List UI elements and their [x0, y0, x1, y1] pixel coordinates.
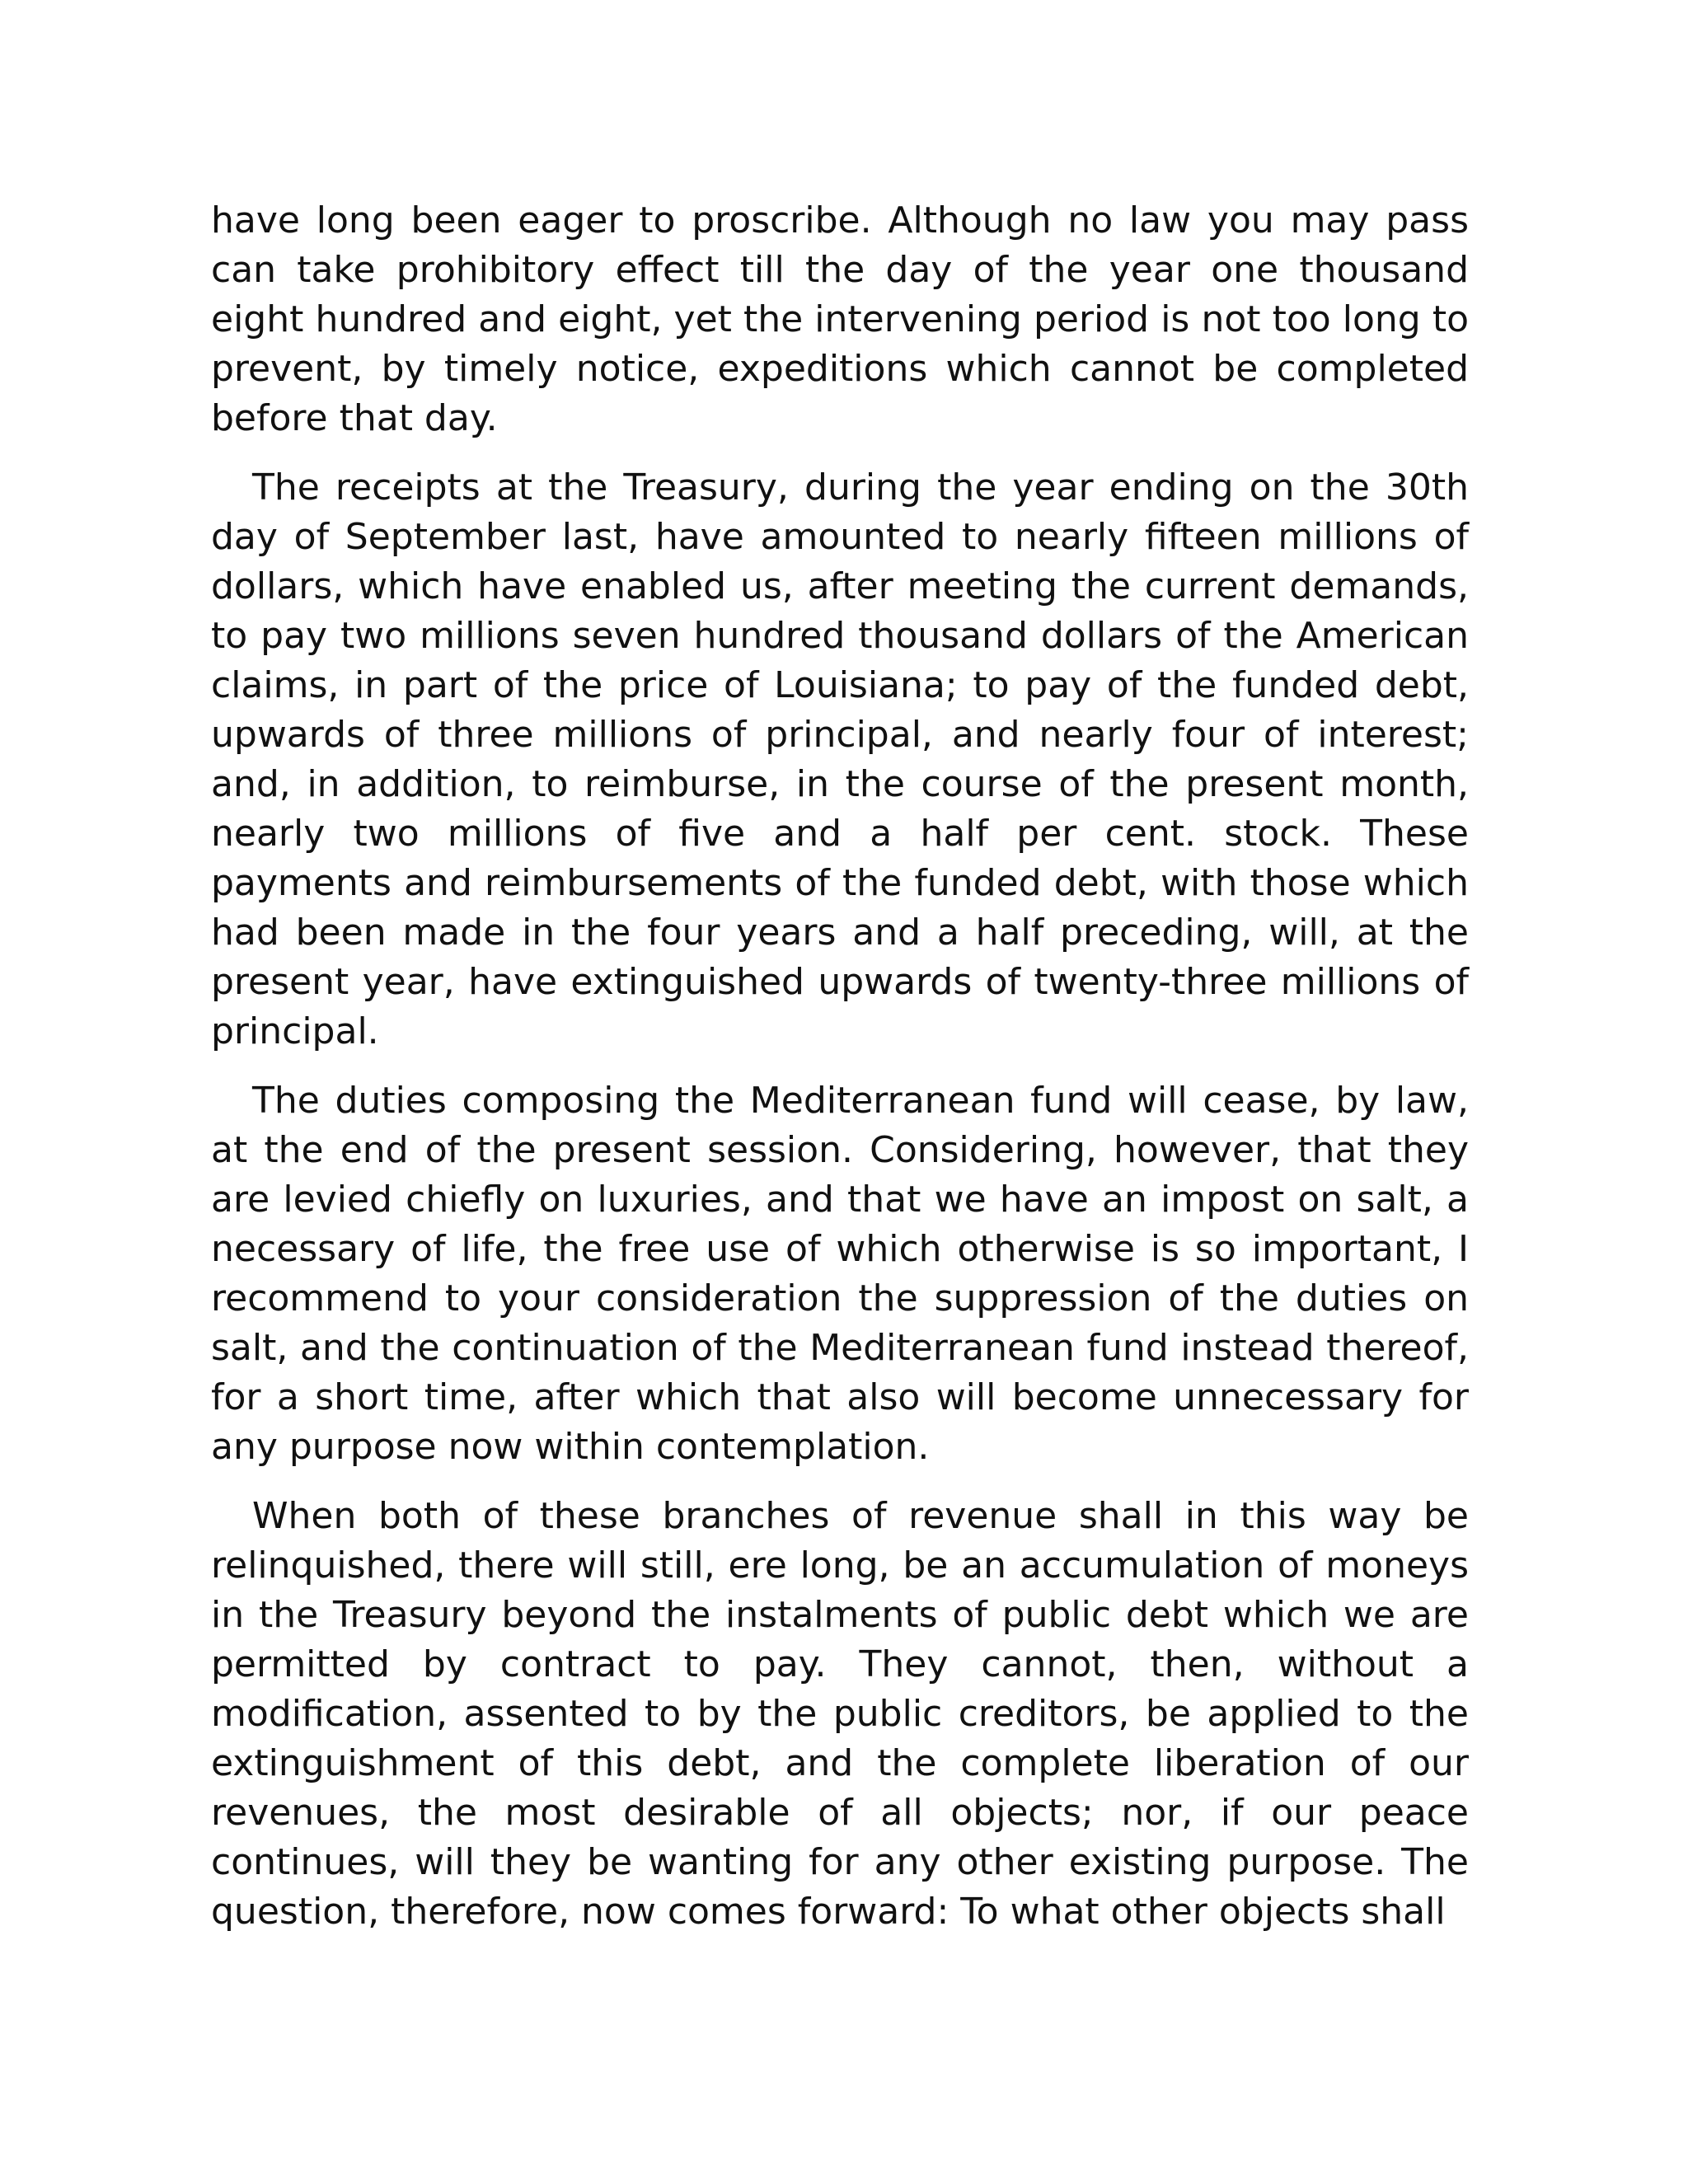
paragraph-4: When both of these branches of revenue shall in this way be relinquished, there will still, ere long, be an accumulation of moneys in the Treasury beyond the instalments of public debt which we are permitted by contract to pay. They cannot, then, without a modification, assented to by the public creditors, be applied to the extinguishment of this debt, and the complete liberation of our revenues, the most desirable of all objects; nor, if our peace continues, will they be wanting for any other existing purpose. The question, therefore, now comes forward: To what other objects shall	[211, 1495, 1469, 1933]
paragraph-1: have long been eager to proscribe. Although no law you may pass can take prohibitory effect till the day of the year one thousand eight hundred and eight, yet the intervening period is not too long to prevent, by timely notice, expeditions which cannot be completed before that day.	[211, 199, 1469, 439]
paragraph-3: The duties composing the Mediterranean fund will cease, by law, at the end of the present session. Considering, however, that they are levied chiefly on luxuries, and that we have an impost on salt, a necessary of life, the free use of which otherwise is so important, I recommend to your consideration the suppression of the duties on salt, and the continuation of the Mediterranean fund instead thereof, for a short time, after which that also will become unnecessary for any purpose now within contemplation.	[211, 1080, 1469, 1468]
body-text	[211, 196, 1469, 1937]
paragraph-2: The receipts at the Treasury, during the year ending on the 30th day of September last, have amounted to nearly fifteen millions of dollars, which have enabled us, after meeting the current demands, to pay two millions seven hundred thousand dollars of the American claims, in part of the price of Louisiana; to pay of the funded debt, upwards of three millions of principal, and nearly four of interest; and, in addition, to reimburse, in the course of the present month, nearly two millions of five and a half per cent. stock. These payments and reimbursements of the funded debt, with those which had been made in the four years and a half preceding, will, at the present year, have extinguished upwards of twenty-three millions of principal.	[211, 466, 1469, 1052]
